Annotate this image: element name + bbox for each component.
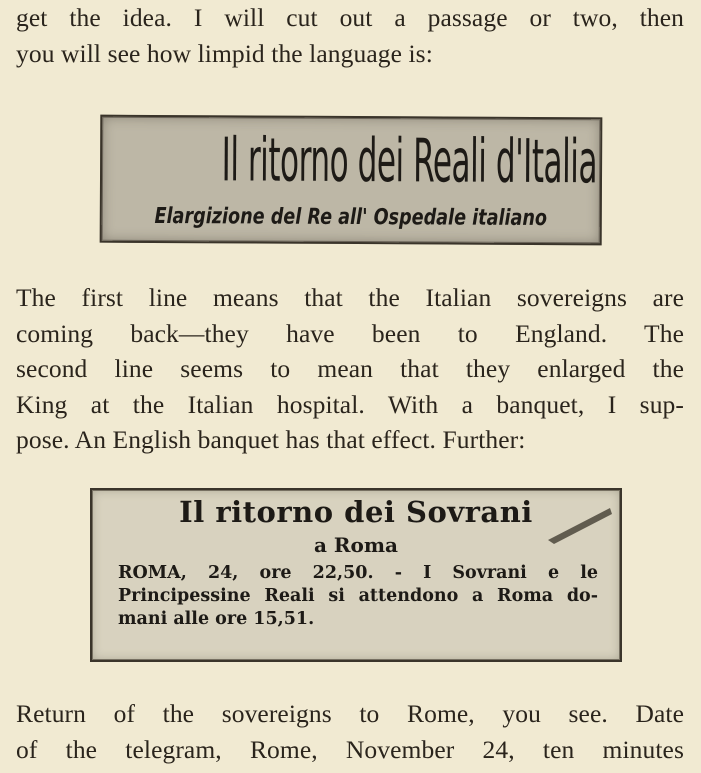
text-line: Return of the sovereigns to Rome, you see. Date <box>16 699 684 728</box>
text-line: The first line means that the Italian sovereigns are <box>16 283 684 312</box>
text-line: you will see how limpid the language is: <box>16 38 433 68</box>
text-line: coming back—they have been to England. The <box>16 318 684 348</box>
clipping-subheadline: Elargizione del Re all' Ospedale italiano <box>154 203 548 232</box>
text-line: second line seems to mean that they enlarged the <box>16 354 684 383</box>
text-line: pose. An English banquet has that effect. Further: <box>16 425 526 454</box>
clipping-subheadline: a Roma <box>313 533 398 557</box>
newspaper-clipping-headline <box>100 115 603 246</box>
paragraph-middle <box>16 280 684 458</box>
text-line: King at the Italian hospital. With a banquet, I sup- <box>16 389 684 419</box>
clipping-headline: Il ritorno dei Reali d'Italia <box>221 125 598 198</box>
paragraph-top <box>16 0 684 71</box>
clipping-body-line: mani alle ore 15,51. <box>118 609 315 629</box>
clipping-body <box>118 562 598 631</box>
clipping-body-line: ROMA, 24, ore 22,50. - I Sovrani e le <box>118 563 598 583</box>
newspaper-clipping-telegram <box>90 488 622 662</box>
clipping-headline: Il ritorno dei Sovrani <box>179 495 533 529</box>
text-line: of the telegram, Rome, November 24, ten minutes <box>16 734 684 764</box>
clipping-body-line: Principessine Reali si attendono a Roma do- <box>118 586 598 606</box>
paragraph-bottom <box>16 696 684 767</box>
text-line: get the idea. I will cut out a passage or two, then <box>16 3 684 32</box>
